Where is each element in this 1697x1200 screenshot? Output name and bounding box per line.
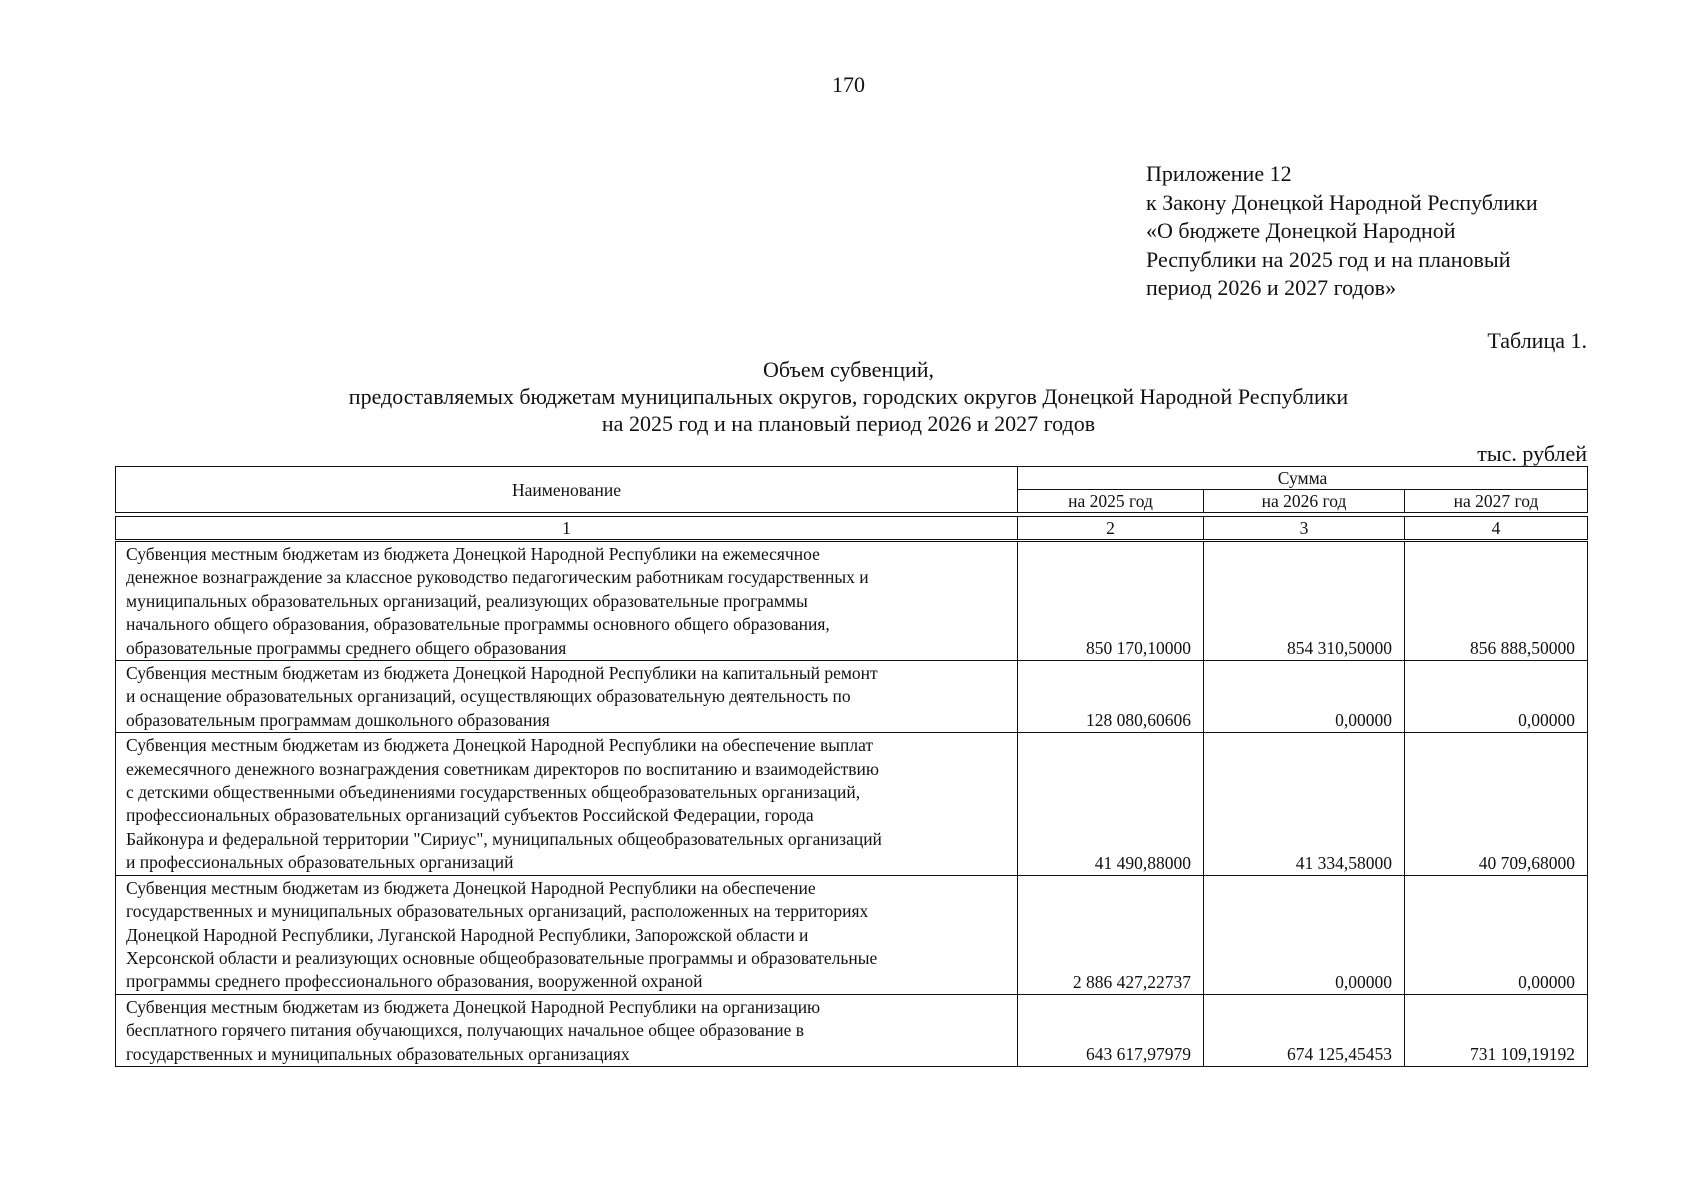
appendix-line: «О бюджете Донецкой Народной [1146, 218, 1456, 243]
appendix-line: Приложение 12 [1146, 161, 1292, 186]
header-year-2026: на 2026 год [1204, 490, 1405, 513]
value-2026: 674 125,45453 [1204, 994, 1405, 1066]
value-2026: 0,00000 [1204, 875, 1405, 994]
column-number: 1 [116, 517, 1018, 540]
row-name-line: денежное вознаграждение за классное руководство педагогическим работникам государственных и [126, 567, 869, 588]
row-name-line: с детскими общественными объединениями государственных общеобразовательных организаций, [126, 782, 861, 803]
table-label: Таблица 1. [1487, 328, 1587, 353]
row-name-line: и оснащение образовательных организаций, осуществляющих образовательную деятельность по [126, 686, 851, 707]
value-2027: 731 109,19192 [1405, 994, 1588, 1066]
row-name [116, 994, 1018, 1066]
row-name-line: программы среднего профессионального образования, вооруженной охраной [126, 971, 703, 992]
title-line: Объем субвенций, [762, 357, 935, 382]
column-numbers-row [115, 516, 1588, 540]
row-name-line: Херсонской области и реализующих основные общеобразовательные программы и образовательные [126, 947, 878, 968]
appendix-reference [1146, 160, 1646, 303]
appendix-line: период 2026 и 2027 годов» [1146, 275, 1397, 300]
value-2025: 2 886 427,22737 [1018, 875, 1204, 994]
row-name-line: образовательные программы среднего общего образования [126, 637, 567, 658]
value-2026: 41 334,58000 [1204, 733, 1405, 875]
table-row [116, 542, 1588, 661]
value-2025: 850 170,10000 [1018, 542, 1204, 661]
title-line: на 2025 год и на плановый период 2026 и 2027 годов [601, 411, 1096, 436]
title-line: предоставляемых бюджетам муниципальных округов, городских округов Донецкой Народной Республики [348, 384, 1349, 409]
table-row [116, 875, 1588, 994]
appendix-line: Республики на 2025 год и на плановый [1146, 246, 1511, 272]
row-name-line: государственных и муниципальных образовательных организаций, расположенных на территориях [126, 901, 869, 922]
table-row [116, 994, 1588, 1066]
value-2027: 40 709,68000 [1405, 733, 1588, 875]
header-year-2027: на 2027 год [1405, 490, 1588, 513]
row-name-line: образовательным программам дошкольного образования [126, 709, 550, 730]
row-name-line: профессиональных образовательных организаций субъектов Российской Федерации, города [126, 805, 814, 826]
row-name-line: муниципальных образовательных организаций, реализующих образовательные программы [126, 590, 808, 611]
table-row [116, 661, 1588, 733]
header-name: Наименование [116, 467, 1018, 513]
value-2025: 643 617,97979 [1018, 994, 1204, 1066]
row-name-line: Байконура и федеральной территории "Сириус", муниципальных общеобразовательных организаций [126, 828, 882, 849]
units-label: тыс. рублей [1477, 441, 1587, 466]
header-year-2025: на 2025 год [1018, 490, 1204, 513]
row-name [116, 542, 1018, 661]
row-name-line: начального общего образования, образовательные программы основного общего образования, [126, 614, 830, 635]
value-2027: 856 888,50000 [1405, 542, 1588, 661]
appendix-line: к Закону Донецкой Народной Республики [1146, 189, 1538, 215]
value-2025: 41 490,88000 [1018, 733, 1204, 875]
row-name-line: Субвенция местным бюджетам из бюджета Донецкой Народной Республики на капитальный ремонт [126, 663, 878, 684]
row-name-line: Субвенция местным бюджетам из бюджета Донецкой Народной Республики на ежемесячное [126, 544, 820, 564]
row-name-line: и профессиональных образовательных организаций [126, 852, 514, 873]
row-name [116, 875, 1018, 994]
row-name-line: Субвенция местным бюджетам из бюджета Донецкой Народной Республики на организацию [126, 996, 821, 1017]
column-number: 4 [1405, 517, 1588, 540]
row-name-line: государственных и муниципальных образовательных организациях [126, 1043, 630, 1064]
row-name [116, 733, 1018, 875]
header-sum: Сумма [1018, 467, 1588, 490]
column-number: 2 [1018, 517, 1204, 540]
row-name-line: Субвенция местным бюджетам из бюджета Донецкой Народной Республики на обеспечение выплат [126, 735, 874, 756]
table-header [115, 466, 1588, 513]
value-2025: 128 080,60606 [1018, 661, 1204, 733]
page-number: 170 [832, 72, 865, 97]
row-name-line: ежемесячного денежного вознаграждения советникам директоров по воспитанию и взаимодействию [126, 758, 879, 779]
row-name-line: бесплатного горячего питания обучающихся, получающих начальное общее образование в [126, 1020, 804, 1041]
row-name-line: Донецкой Народной Республики, Луганской Народной Республики, Запорожской области и [126, 924, 809, 945]
value-2027: 0,00000 [1405, 661, 1588, 733]
subvention-table [115, 541, 1588, 1067]
value-2026: 854 310,50000 [1204, 542, 1405, 661]
row-name [116, 661, 1018, 733]
value-2026: 0,00000 [1204, 661, 1405, 733]
row-name-line: Субвенция местным бюджетам из бюджета Донецкой Народной Республики на обеспечение [126, 877, 816, 898]
value-2027: 0,00000 [1405, 875, 1588, 994]
column-number: 3 [1204, 517, 1405, 540]
document-title [0, 356, 1697, 437]
table-row [116, 733, 1588, 875]
